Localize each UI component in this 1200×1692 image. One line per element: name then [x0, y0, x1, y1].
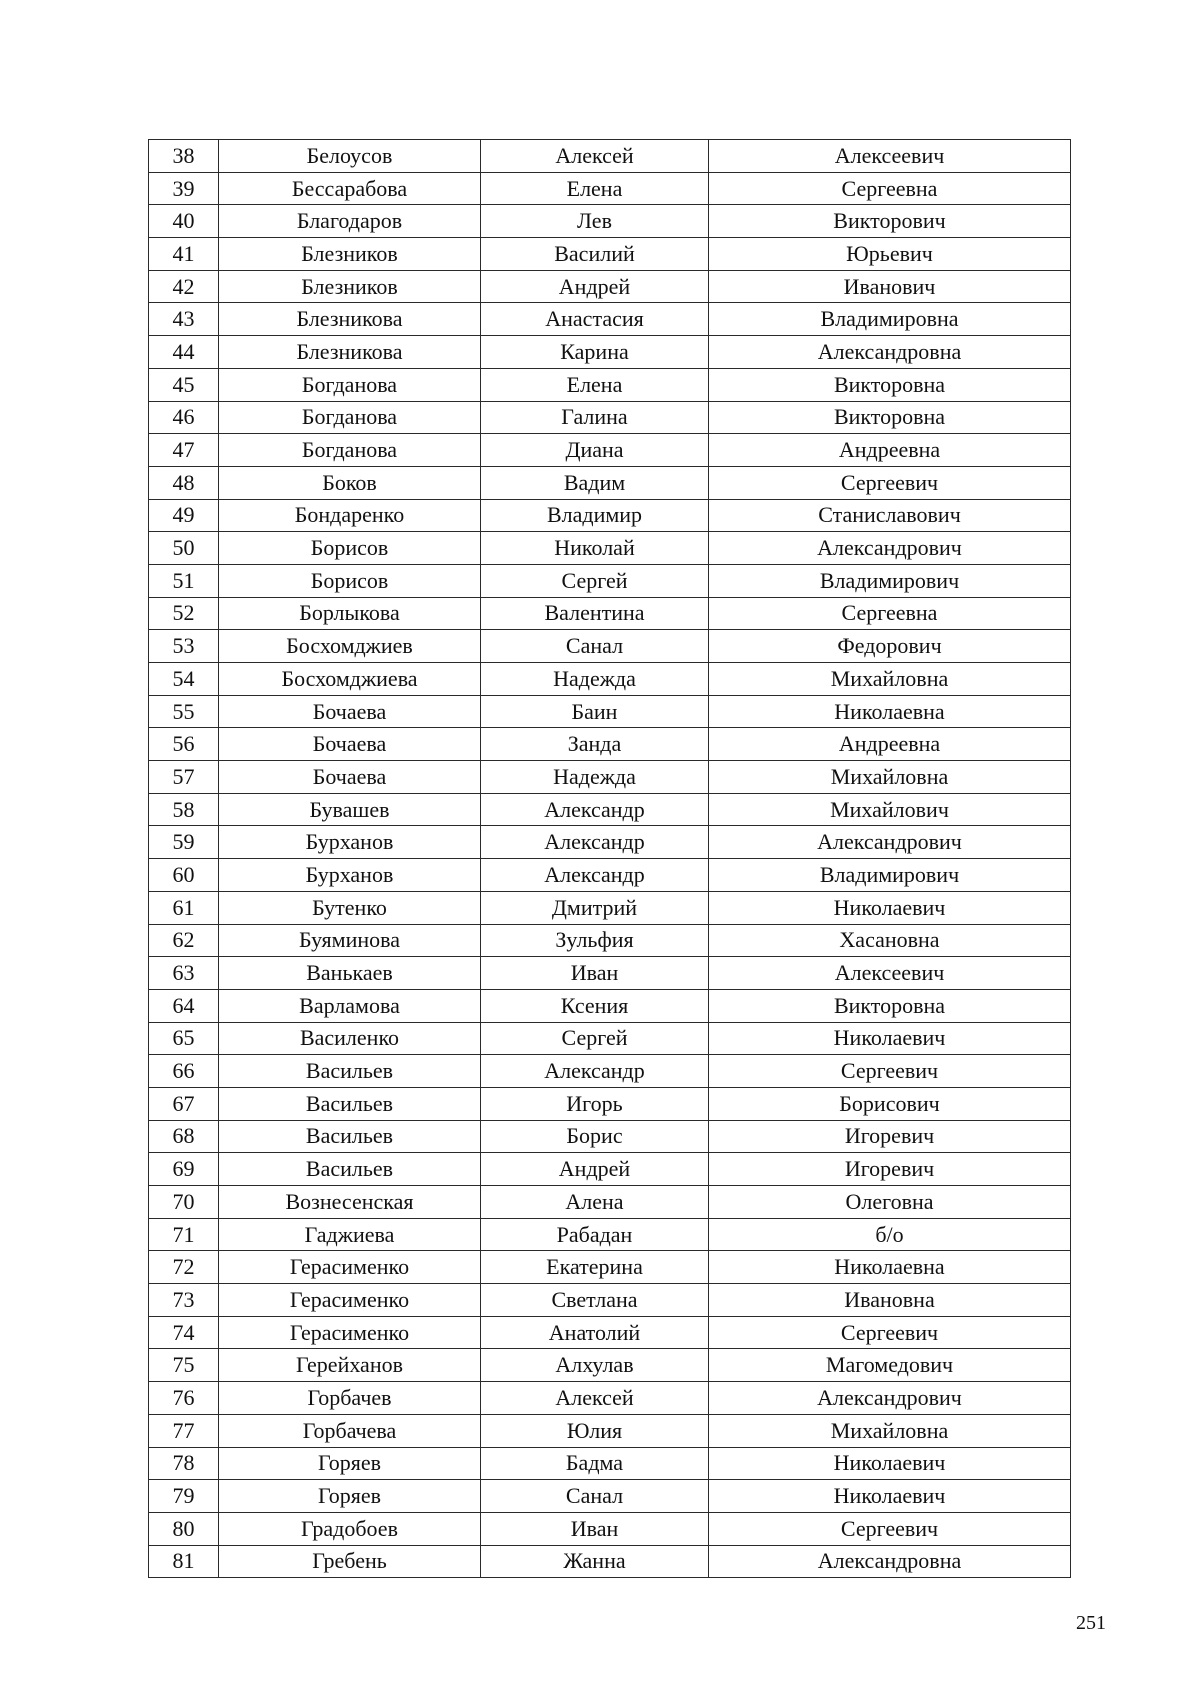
last-name-cell: Гаджиева: [219, 1218, 481, 1251]
first-name-cell: Вадим: [481, 466, 709, 499]
last-name-cell: Гребень: [219, 1545, 481, 1578]
table-row: [149, 1218, 1071, 1251]
patronymic-cell: Сергеевич: [709, 1316, 1071, 1349]
last-name-cell: Горяев: [219, 1480, 481, 1513]
patronymic-cell: Ивановна: [709, 1284, 1071, 1317]
patronymic-cell: Сергеевна: [709, 597, 1071, 630]
last-name-cell: Василенко: [219, 1022, 481, 1055]
patronymic-cell: Игоревич: [709, 1153, 1071, 1186]
row-number-cell: 72: [149, 1251, 219, 1284]
patronymic-cell: Игоревич: [709, 1120, 1071, 1153]
row-number-cell: 68: [149, 1120, 219, 1153]
table-row: [149, 368, 1071, 401]
first-name-cell: Алексей: [481, 140, 709, 173]
patronymic-cell: Александрович: [709, 532, 1071, 565]
first-name-cell: Санал: [481, 630, 709, 663]
roster-table: [148, 139, 1071, 1578]
row-number-cell: 55: [149, 695, 219, 728]
first-name-cell: Занда: [481, 728, 709, 761]
last-name-cell: Бутенко: [219, 891, 481, 924]
last-name-cell: Блезников: [219, 270, 481, 303]
first-name-cell: Елена: [481, 172, 709, 205]
first-name-cell: Зульфия: [481, 924, 709, 957]
row-number-cell: 44: [149, 336, 219, 369]
row-number-cell: 53: [149, 630, 219, 663]
last-name-cell: Боков: [219, 466, 481, 499]
last-name-cell: Босхомджиева: [219, 663, 481, 696]
last-name-cell: Градобоев: [219, 1512, 481, 1545]
table-row: [149, 401, 1071, 434]
patronymic-cell: Михайловна: [709, 761, 1071, 794]
row-number-cell: 48: [149, 466, 219, 499]
table-row: [149, 957, 1071, 990]
last-name-cell: Благодаров: [219, 205, 481, 238]
last-name-cell: Борисов: [219, 564, 481, 597]
table-row: [149, 826, 1071, 859]
row-number-cell: 38: [149, 140, 219, 173]
patronymic-cell: Николаевич: [709, 1480, 1071, 1513]
last-name-cell: Блезникова: [219, 303, 481, 336]
row-number-cell: 42: [149, 270, 219, 303]
table-row: [149, 1349, 1071, 1382]
patronymic-cell: Сергеевич: [709, 466, 1071, 499]
patronymic-cell: Николаевна: [709, 695, 1071, 728]
last-name-cell: Богданова: [219, 401, 481, 434]
first-name-cell: Александр: [481, 826, 709, 859]
last-name-cell: Бочаева: [219, 728, 481, 761]
table-row: [149, 1316, 1071, 1349]
row-number-cell: 56: [149, 728, 219, 761]
table-row: [149, 336, 1071, 369]
last-name-cell: Васильев: [219, 1055, 481, 1088]
patronymic-cell: Сергеевна: [709, 172, 1071, 205]
row-number-cell: 63: [149, 957, 219, 990]
row-number-cell: 45: [149, 368, 219, 401]
row-number-cell: 54: [149, 663, 219, 696]
patronymic-cell: Александрович: [709, 826, 1071, 859]
last-name-cell: Блезников: [219, 238, 481, 271]
row-number-cell: 46: [149, 401, 219, 434]
last-name-cell: Горбачев: [219, 1382, 481, 1415]
last-name-cell: Герасименко: [219, 1284, 481, 1317]
first-name-cell: Жанна: [481, 1545, 709, 1578]
first-name-cell: Игорь: [481, 1087, 709, 1120]
row-number-cell: 73: [149, 1284, 219, 1317]
row-number-cell: 81: [149, 1545, 219, 1578]
row-number-cell: 50: [149, 532, 219, 565]
table-row: [149, 1055, 1071, 1088]
first-name-cell: Светлана: [481, 1284, 709, 1317]
patronymic-cell: Хасановна: [709, 924, 1071, 957]
last-name-cell: Богданова: [219, 434, 481, 467]
first-name-cell: Александр: [481, 1055, 709, 1088]
first-name-cell: Александр: [481, 793, 709, 826]
first-name-cell: Елена: [481, 368, 709, 401]
first-name-cell: Екатерина: [481, 1251, 709, 1284]
row-number-cell: 60: [149, 859, 219, 892]
table-row: [149, 1087, 1071, 1120]
row-number-cell: 64: [149, 989, 219, 1022]
table-row: [149, 761, 1071, 794]
last-name-cell: Васильев: [219, 1087, 481, 1120]
page-number: 251: [1076, 1612, 1106, 1634]
first-name-cell: Андрей: [481, 270, 709, 303]
row-number-cell: 43: [149, 303, 219, 336]
first-name-cell: Сергей: [481, 564, 709, 597]
first-name-cell: Алена: [481, 1186, 709, 1219]
patronymic-cell: Юрьевич: [709, 238, 1071, 271]
first-name-cell: Диана: [481, 434, 709, 467]
last-name-cell: Борлыкова: [219, 597, 481, 630]
table-row: [149, 532, 1071, 565]
last-name-cell: Васильев: [219, 1153, 481, 1186]
last-name-cell: Буяминова: [219, 924, 481, 957]
row-number-cell: 74: [149, 1316, 219, 1349]
last-name-cell: Борисов: [219, 532, 481, 565]
row-number-cell: 71: [149, 1218, 219, 1251]
last-name-cell: Бурханов: [219, 826, 481, 859]
row-number-cell: 62: [149, 924, 219, 957]
first-name-cell: Андрей: [481, 1153, 709, 1186]
row-number-cell: 77: [149, 1414, 219, 1447]
patronymic-cell: Борисович: [709, 1087, 1071, 1120]
first-name-cell: Рабадан: [481, 1218, 709, 1251]
first-name-cell: Баин: [481, 695, 709, 728]
patronymic-cell: Олеговна: [709, 1186, 1071, 1219]
table-row: [149, 172, 1071, 205]
first-name-cell: Николай: [481, 532, 709, 565]
table-row: [149, 793, 1071, 826]
first-name-cell: Алексей: [481, 1382, 709, 1415]
row-number-cell: 49: [149, 499, 219, 532]
table-row: [149, 1251, 1071, 1284]
first-name-cell: Борис: [481, 1120, 709, 1153]
row-number-cell: 75: [149, 1349, 219, 1382]
patronymic-cell: Викторовна: [709, 401, 1071, 434]
last-name-cell: Горбачева: [219, 1414, 481, 1447]
first-name-cell: Юлия: [481, 1414, 709, 1447]
last-name-cell: Вознесенская: [219, 1186, 481, 1219]
last-name-cell: Бочаева: [219, 695, 481, 728]
table-row: [149, 564, 1071, 597]
first-name-cell: Надежда: [481, 663, 709, 696]
patronymic-cell: Александрович: [709, 1382, 1071, 1415]
patronymic-cell: Андреевна: [709, 434, 1071, 467]
last-name-cell: Варламова: [219, 989, 481, 1022]
first-name-cell: Анастасия: [481, 303, 709, 336]
last-name-cell: Бурханов: [219, 859, 481, 892]
patronymic-cell: Николаевич: [709, 891, 1071, 924]
roster-table-body: [149, 140, 1071, 1578]
patronymic-cell: Федорович: [709, 630, 1071, 663]
table-row: [149, 1186, 1071, 1219]
table-row: [149, 1512, 1071, 1545]
row-number-cell: 65: [149, 1022, 219, 1055]
last-name-cell: Бессарабова: [219, 172, 481, 205]
row-number-cell: 59: [149, 826, 219, 859]
last-name-cell: Босхомджиев: [219, 630, 481, 663]
row-number-cell: 51: [149, 564, 219, 597]
patronymic-cell: Николаевич: [709, 1447, 1071, 1480]
first-name-cell: Василий: [481, 238, 709, 271]
patronymic-cell: Андреевна: [709, 728, 1071, 761]
last-name-cell: Герасименко: [219, 1251, 481, 1284]
last-name-cell: Блезникова: [219, 336, 481, 369]
row-number-cell: 39: [149, 172, 219, 205]
table-row: [149, 499, 1071, 532]
first-name-cell: Надежда: [481, 761, 709, 794]
first-name-cell: Иван: [481, 1512, 709, 1545]
patronymic-cell: Викторович: [709, 205, 1071, 238]
last-name-cell: Богданова: [219, 368, 481, 401]
patronymic-cell: Александровна: [709, 336, 1071, 369]
table-row: [149, 1414, 1071, 1447]
patronymic-cell: Сергеевич: [709, 1055, 1071, 1088]
table-row: [149, 1284, 1071, 1317]
table-row: [149, 238, 1071, 271]
row-number-cell: 66: [149, 1055, 219, 1088]
first-name-cell: Александр: [481, 859, 709, 892]
patronymic-cell: Владимирович: [709, 859, 1071, 892]
patronymic-cell: б/о: [709, 1218, 1071, 1251]
patronymic-cell: Михайловна: [709, 1414, 1071, 1447]
last-name-cell: Бочаева: [219, 761, 481, 794]
table-row: [149, 1382, 1071, 1415]
patronymic-cell: Иванович: [709, 270, 1071, 303]
patronymic-cell: Сергеевич: [709, 1512, 1071, 1545]
table-row: [149, 270, 1071, 303]
table-row: [149, 1120, 1071, 1153]
table-row: [149, 1153, 1071, 1186]
patronymic-cell: Станиславович: [709, 499, 1071, 532]
table-row: [149, 728, 1071, 761]
table-row: [149, 891, 1071, 924]
first-name-cell: Ксения: [481, 989, 709, 1022]
table-row: [149, 1447, 1071, 1480]
row-number-cell: 58: [149, 793, 219, 826]
first-name-cell: Карина: [481, 336, 709, 369]
last-name-cell: Белоусов: [219, 140, 481, 173]
last-name-cell: Горяев: [219, 1447, 481, 1480]
patronymic-cell: Михайловна: [709, 663, 1071, 696]
row-number-cell: 41: [149, 238, 219, 271]
patronymic-cell: Владимировна: [709, 303, 1071, 336]
patronymic-cell: Викторовна: [709, 989, 1071, 1022]
last-name-cell: Васильев: [219, 1120, 481, 1153]
table-row: [149, 1022, 1071, 1055]
table-row: [149, 1545, 1071, 1578]
last-name-cell: Герасименко: [219, 1316, 481, 1349]
row-number-cell: 80: [149, 1512, 219, 1545]
table-row: [149, 924, 1071, 957]
patronymic-cell: Михайлович: [709, 793, 1071, 826]
first-name-cell: Алхулав: [481, 1349, 709, 1382]
last-name-cell: Герейханов: [219, 1349, 481, 1382]
row-number-cell: 76: [149, 1382, 219, 1415]
patronymic-cell: Владимирович: [709, 564, 1071, 597]
first-name-cell: Сергей: [481, 1022, 709, 1055]
patronymic-cell: Магомедович: [709, 1349, 1071, 1382]
first-name-cell: Галина: [481, 401, 709, 434]
table-row: [149, 140, 1071, 173]
row-number-cell: 47: [149, 434, 219, 467]
last-name-cell: Бувашев: [219, 793, 481, 826]
row-number-cell: 69: [149, 1153, 219, 1186]
patronymic-cell: Александровна: [709, 1545, 1071, 1578]
row-number-cell: 79: [149, 1480, 219, 1513]
row-number-cell: 57: [149, 761, 219, 794]
row-number-cell: 61: [149, 891, 219, 924]
last-name-cell: Ванькаев: [219, 957, 481, 990]
first-name-cell: Бадма: [481, 1447, 709, 1480]
row-number-cell: 67: [149, 1087, 219, 1120]
first-name-cell: Лев: [481, 205, 709, 238]
row-number-cell: 70: [149, 1186, 219, 1219]
patronymic-cell: Алексеевич: [709, 957, 1071, 990]
table-row: [149, 663, 1071, 696]
row-number-cell: 40: [149, 205, 219, 238]
patronymic-cell: Николаевна: [709, 1251, 1071, 1284]
table-row: [149, 630, 1071, 663]
first-name-cell: Иван: [481, 957, 709, 990]
table-row: [149, 466, 1071, 499]
table-row: [149, 989, 1071, 1022]
table-row: [149, 303, 1071, 336]
first-name-cell: Санал: [481, 1480, 709, 1513]
table-row: [149, 1480, 1071, 1513]
first-name-cell: Валентина: [481, 597, 709, 630]
table-row: [149, 597, 1071, 630]
row-number-cell: 78: [149, 1447, 219, 1480]
first-name-cell: Анатолий: [481, 1316, 709, 1349]
table-row: [149, 859, 1071, 892]
table-row: [149, 205, 1071, 238]
patronymic-cell: Николаевич: [709, 1022, 1071, 1055]
first-name-cell: Владимир: [481, 499, 709, 532]
table-row: [149, 434, 1071, 467]
first-name-cell: Дмитрий: [481, 891, 709, 924]
patronymic-cell: Алексеевич: [709, 140, 1071, 173]
row-number-cell: 52: [149, 597, 219, 630]
last-name-cell: Бондаренко: [219, 499, 481, 532]
patronymic-cell: Викторовна: [709, 368, 1071, 401]
table-row: [149, 695, 1071, 728]
